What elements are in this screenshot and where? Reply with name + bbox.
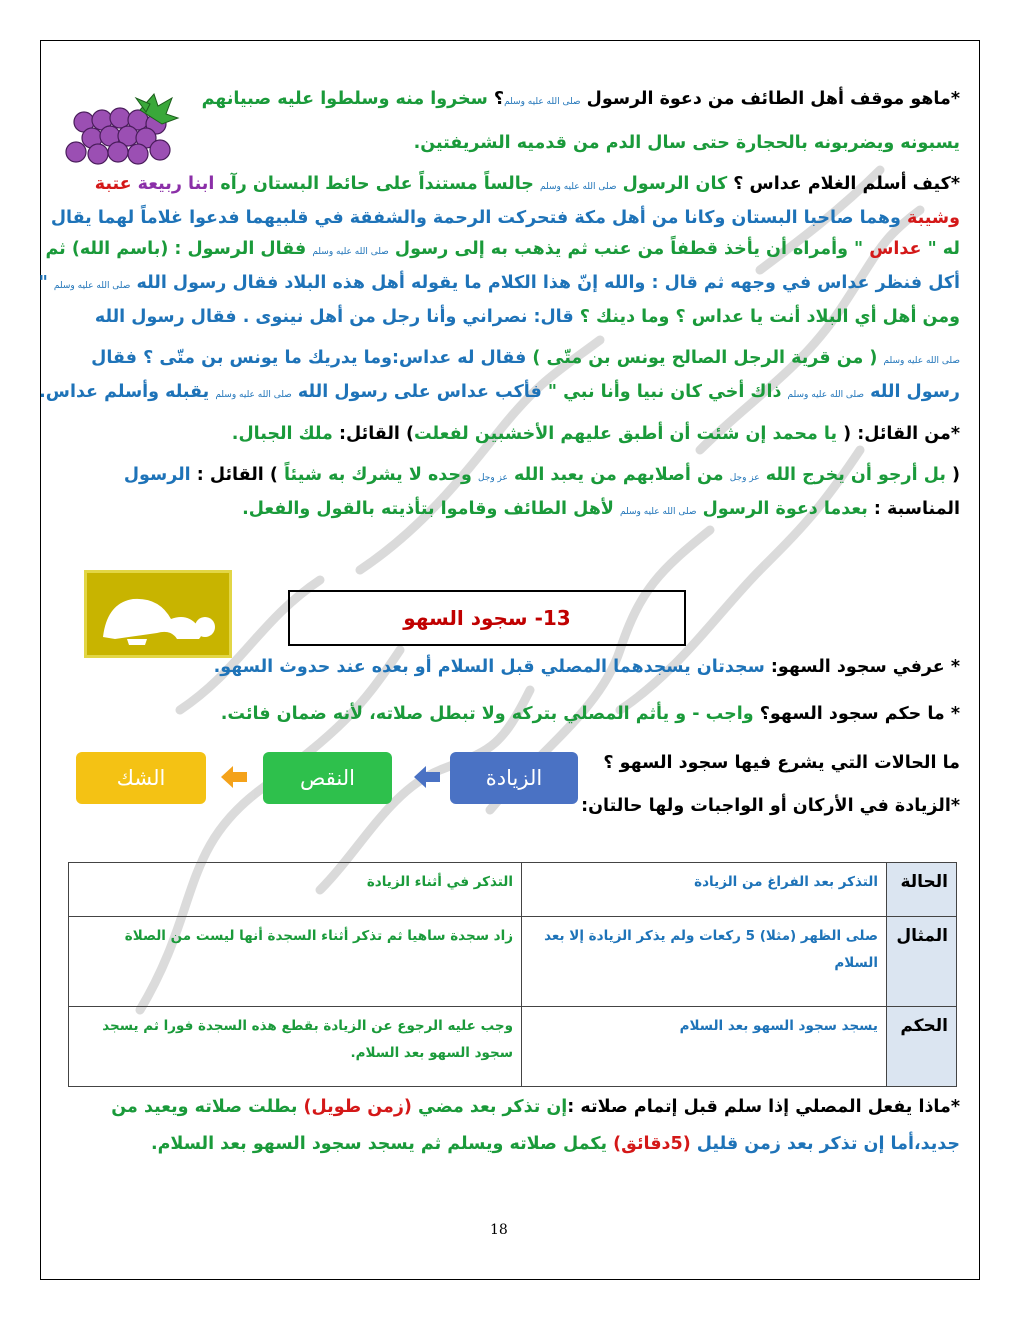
page-number: 18: [490, 1222, 508, 1238]
q-addas-line2: وشيبة وهما صاحبا البستان وكانا من أهل مكة فتحركت الرحمة والشفقة في قلبيهما فدعوا غلاماً لهما يقال: [50, 208, 960, 228]
definition-line: * عرفي سجود السهو: سجدتان يسجدهما المصلي قبل السلام أو بعده عند حدوث السهو.: [213, 657, 960, 677]
q-addas-line3: له " عداس " وأمراه أن يأخذ قطفاً من عنب ثم يذهب به إلى رسول صلى الله عليه وسلم فقال الرسول : (باسم الله) ثم: [45, 239, 960, 259]
table-row: [69, 863, 957, 917]
arrow-left-icon: [414, 766, 440, 788]
q-speaker-2-line2: المناسبة : بعدما دعوة الرسول صلى الله عليه وسلم لأهل الطائف وقاموا بتأذيته بالقول والفعل.: [242, 499, 960, 519]
cell: يسجد سجود السهو بعد السلام: [522, 1007, 887, 1087]
cell: التذكر بعد الفراغ من الزيادة: [522, 863, 887, 917]
q-addas-line1: *كيف أسلم الغلام عداس ؟ كان الرسول صلى الله عليه وسلم جالساً مستنداً على حائط البستان رآه ابنا ربيعة عتبة: [94, 174, 960, 194]
q-taif-line1: *ماهو موقف أهل الطائف من دعوة الرسول صلى الله عليه وسلم؟ سخروا منه وسلطوا عليه صبيانهم: [201, 89, 960, 109]
q-addas-line5: ومن أهل أي البلاد أنت يا عداس ؟ وما دينك ؟ قال: نصراني وأنا رجل من أهل نينوى . فقال رسول الله: [94, 307, 960, 327]
final-question: [55, 1092, 960, 1160]
cell: زاد سجدة ساهيا ثم تذكر أثناء السجدة أنها ليست من الصلاة: [69, 917, 522, 1007]
cell: التذكر في أثناء الزيادة: [69, 863, 522, 917]
q-taif-line2: يسبونه ويضربونه بالحجارة حتى سال الدم من قدميه الشريفتين.: [413, 133, 960, 153]
q-speaker-1: *من القائل: ( يا محمد إن شئت أن أطبق عليهم الأخشبين لفعلت) القائل: ملك الجبال.: [231, 424, 960, 444]
content-body: [38, 70, 960, 528]
q-addas-line4: أكل فنظر عداس في وجهه ثم قال : والله إنّ هذا الكلام ما يقوله أهل هذه البلاد فقال رسول الله صلى الله عليه وسلم ": [38, 273, 960, 293]
q-addas-line7: رسول الله صلى الله عليه وسلم ذاك أخي كان نبيا وأنا نبي " فأكب عداس على رسول الله صلى الله عليه وسلم يقبله وأسلم عداس.: [39, 382, 960, 402]
final-line2: جديد،أما إن تذكر بعد زمن قليل (5دقائق) يكمل صلاته ويسلم ثم يسجد سجود السهو بعد السلام.: [150, 1134, 960, 1154]
increase-table: [68, 862, 957, 1087]
prostration-icon: [84, 570, 232, 658]
q-speaker-2-line1: ( بل أرجو أن يخرج الله عز وجل من أصلابهم من يعبد الله عز وجل وحده لا يشرك به شيئاً ) القائل : الرسول: [123, 465, 960, 485]
arrow-left-icon: [221, 766, 247, 788]
cell: وجب عليه الرجوع عن الزيادة بقطع هذه السجدة فورا ثم يسجد سجود السهو بعد السلام.: [69, 1007, 522, 1087]
row-head: المثال: [887, 917, 957, 1007]
section-title: 13- سجود السهو: [288, 590, 686, 646]
ruling-line: * ما حكم سجود السهو؟ واجب - و يأثم المصلي بتركه ولا تبطل صلاته، لأنه ضمان فائت.: [220, 704, 960, 724]
row-head: الحكم: [887, 1007, 957, 1087]
cases-question: ما الحالات التي يشرع فيها سجود السهو ؟: [603, 753, 960, 773]
cell: صلى الظهر (مثلا) 5 ركعات ولم يذكر الزيادة إلا بعد السلام: [522, 917, 887, 1007]
flow-box-decrease: النقص: [263, 752, 392, 804]
increase-heading: *الزيادة في الأركان أو الواجبات ولها حالتان:: [581, 796, 960, 816]
flow-box-increase: الزيادة: [450, 752, 578, 804]
table-row: [69, 917, 957, 1007]
row-head: الحالة: [887, 863, 957, 917]
q-addas-line6: صلى الله عليه وسلم ( من قرية الرجل الصالح يونس بن متّى ) فقال له عداس:وما يدريك ما يونس بن متّى ؟ فقال: [91, 348, 960, 368]
table-row: [69, 1007, 957, 1087]
flow-box-doubt: الشك: [76, 752, 206, 804]
final-line1: *ماذا يفعل المصلي إذا سلم قبل إتمام صلاته :إن تذكر بعد مضي (زمن طويل) بطلت صلاته ويعيد من: [111, 1097, 960, 1117]
